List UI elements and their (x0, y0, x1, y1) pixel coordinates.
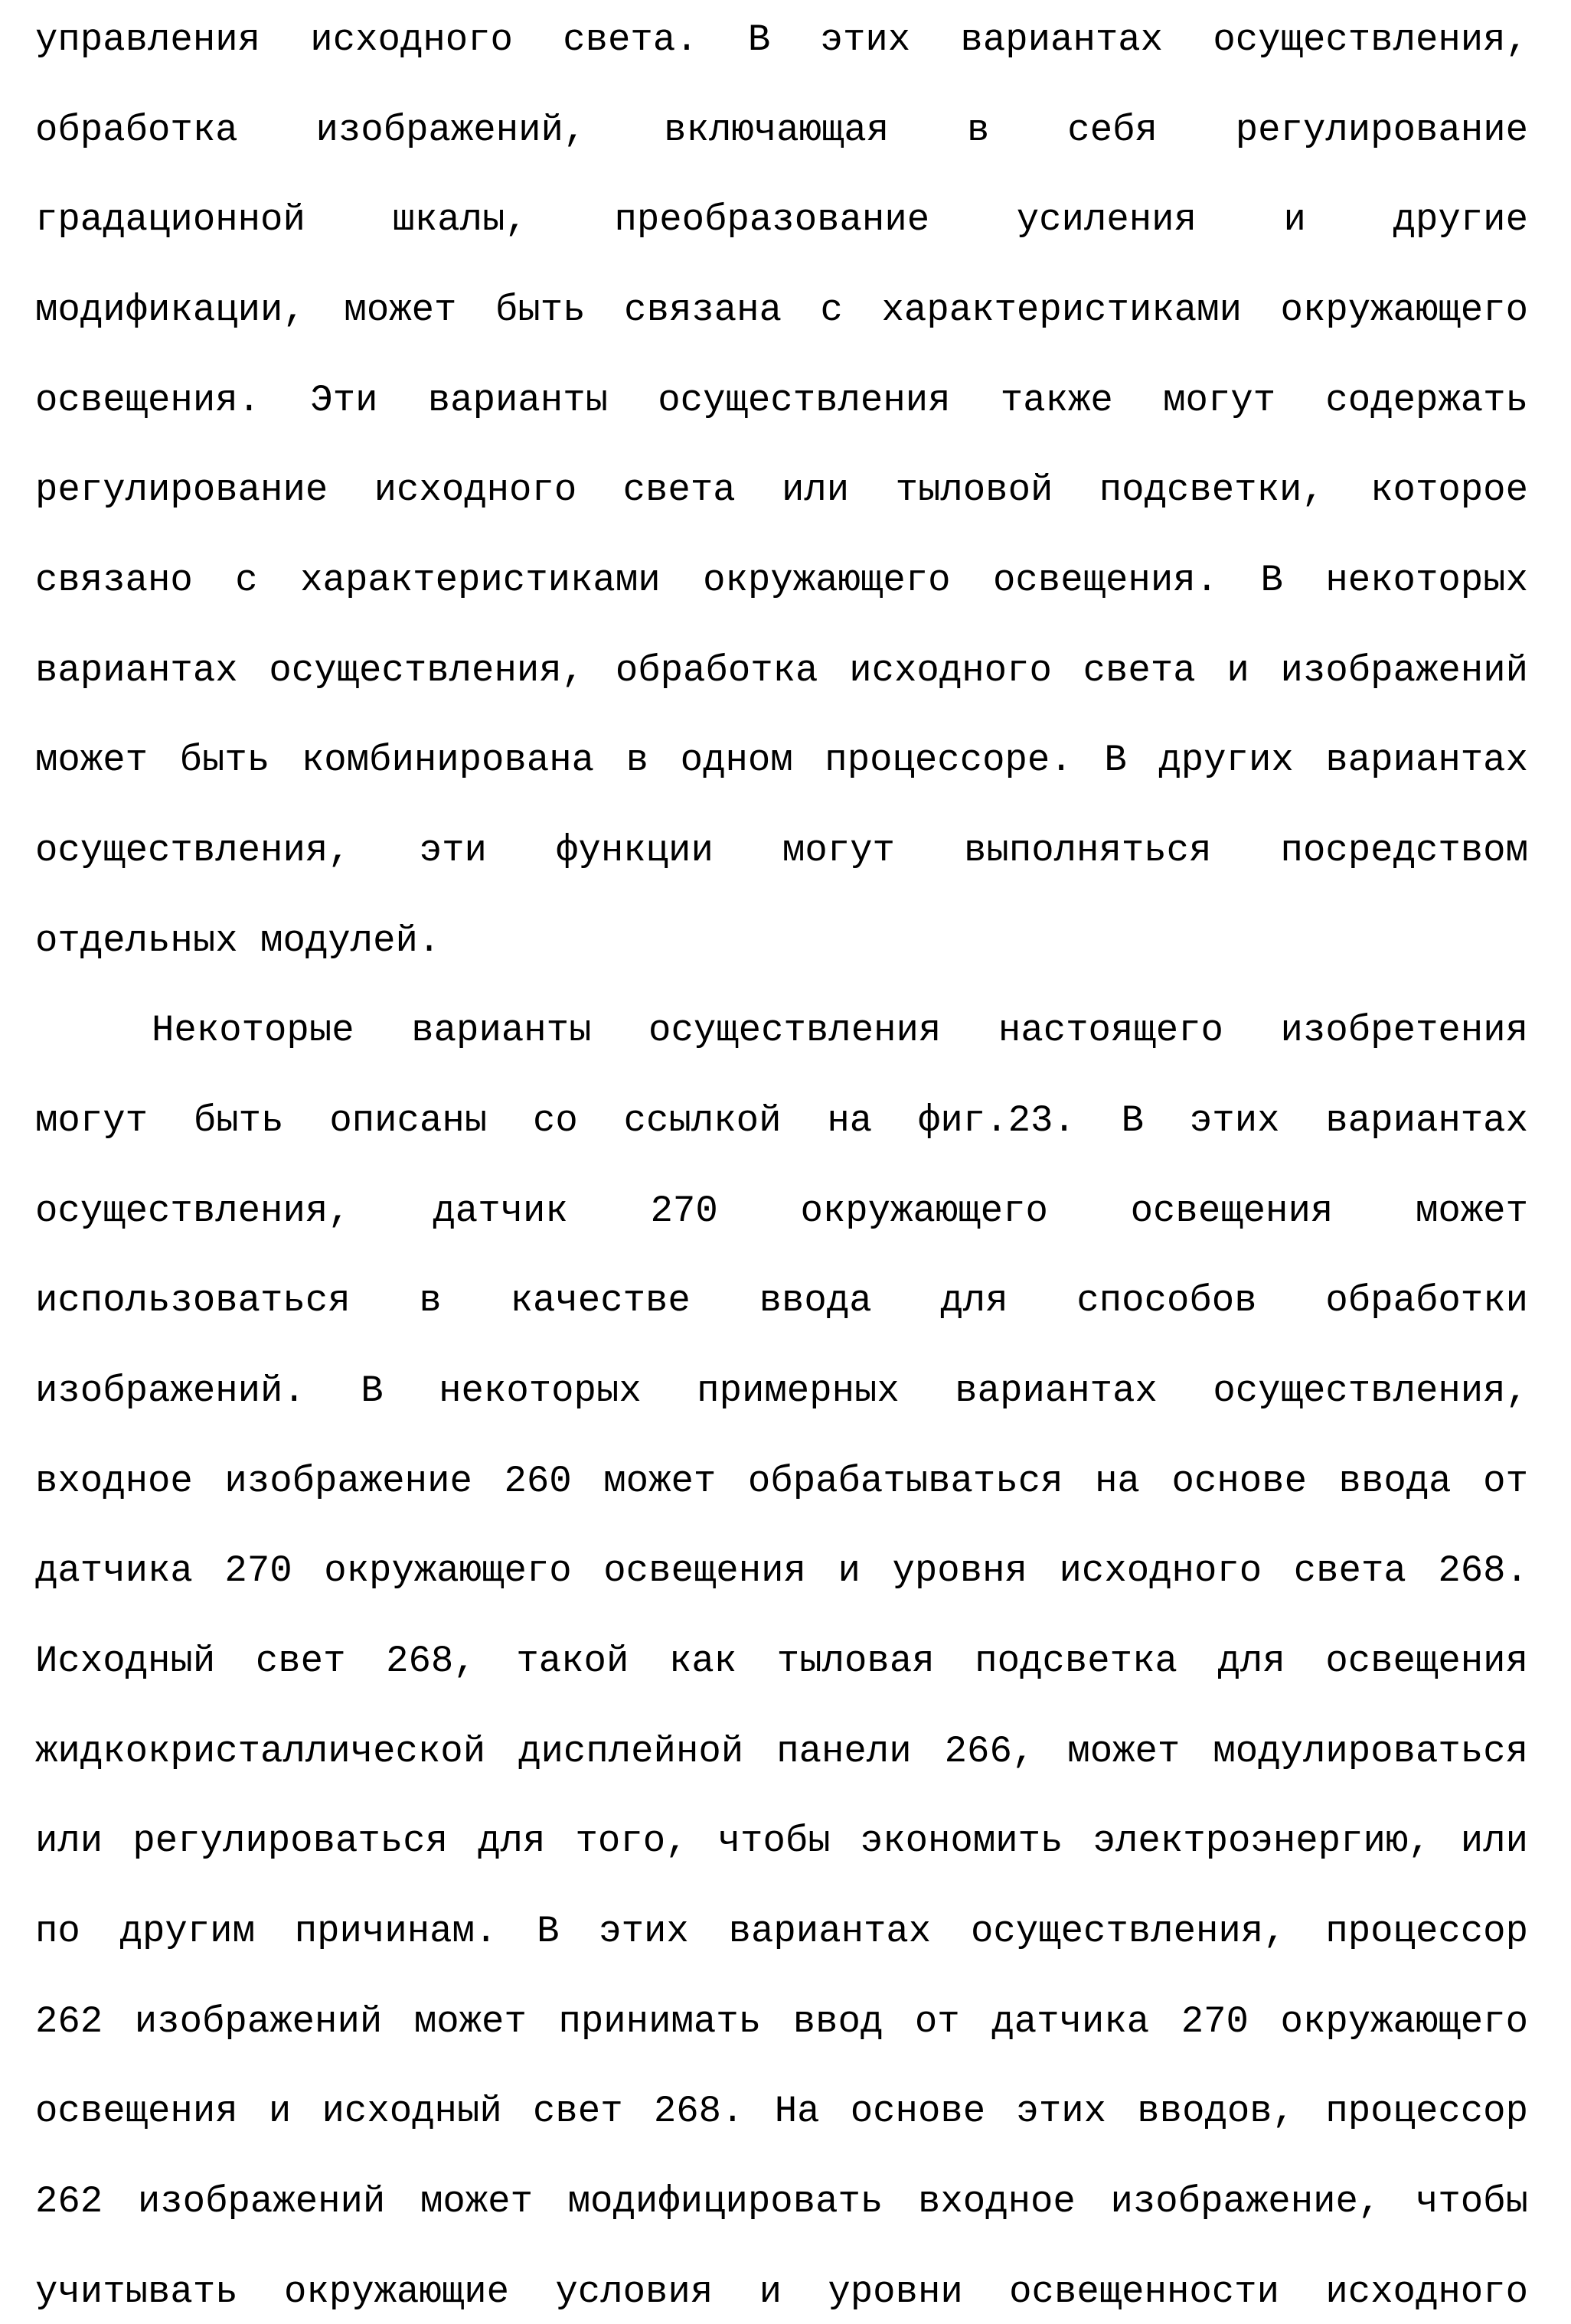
paragraph-1-line-5: освещения. Эти варианты осуществления также могут содержать (35, 379, 1528, 422)
paragraph-1-line-11: отдельных модулей. (35, 919, 441, 962)
paragraph-2-line-9: жидкокристаллической дисплейной панели 266, может модулироваться (35, 1730, 1528, 1773)
paragraph-2-line-13: освещения и исходный свет 268. На основе этих вводов, процессор (35, 2090, 1528, 2133)
paragraph-1-line-10: осуществления, эти функции могут выполняться посредством (35, 829, 1528, 872)
paragraph-2-line-8: Исходный свет 268, такой как тыловая подсветка для освещения (35, 1640, 1528, 1683)
paragraph-2-line-4: использоваться в качестве ввода для способов обработки (35, 1279, 1528, 1322)
paragraph-2-line-2: могут быть описаны со ссылкой на фиг.23. В этих вариантах (35, 1099, 1528, 1142)
paragraph-1-line-7: связано с характеристиками окружающего освещения. В некоторых (35, 559, 1528, 602)
paragraph-2-line-10: или регулироваться для того, чтобы экономить электроэнергию, или (35, 1820, 1528, 1862)
paragraph-1-line-8: вариантах осуществления, обработка исходного света и изображений (35, 649, 1528, 692)
paragraph-2-line-15: учитывать окружающие условия и уровни освещенности исходного (35, 2270, 1528, 2313)
paragraph-2-line-3: осуществления, датчик 270 окружающего освещения может (35, 1190, 1528, 1232)
paragraph-2-line-14: 262 изображений может модифицировать входное изображение, чтобы (35, 2180, 1528, 2223)
paragraph-1-line-2: обработка изображений, включающая в себя регулирование (35, 109, 1528, 152)
paragraph-1-line-4: модификации, может быть связана с характеристиками окружающего (35, 289, 1528, 331)
paragraph-1-line-9: может быть комбинирована в одном процессоре. В других вариантах (35, 739, 1528, 782)
paragraph-2-line-1: Некоторые варианты осуществления настоящего изобретения (152, 1009, 1528, 1052)
paragraph-1-line-6: регулирование исходного света или тыловой подсветки, которое (35, 468, 1528, 511)
paragraph-1-line-3: градационной шкалы, преобразование усиления и другие (35, 198, 1528, 241)
paragraph-2-line-12: 262 изображений может принимать ввод от датчика 270 окружающего (35, 2000, 1528, 2043)
paragraph-2-line-7: датчика 270 окружающего освещения и уровня исходного света 268. (35, 1549, 1528, 1592)
paragraph-2-line-6: входное изображение 260 может обрабатываться на основе ввода от (35, 1460, 1528, 1503)
paragraph-2-line-5: изображений. В некоторых примерных вариантах осуществления, (35, 1369, 1528, 1412)
paragraph-1-line-1: управления исходного света. В этих вариантах осуществления, (35, 18, 1528, 61)
paragraph-2-line-11: по другим причинам. В этих вариантах осуществления, процессор (35, 1910, 1528, 1953)
